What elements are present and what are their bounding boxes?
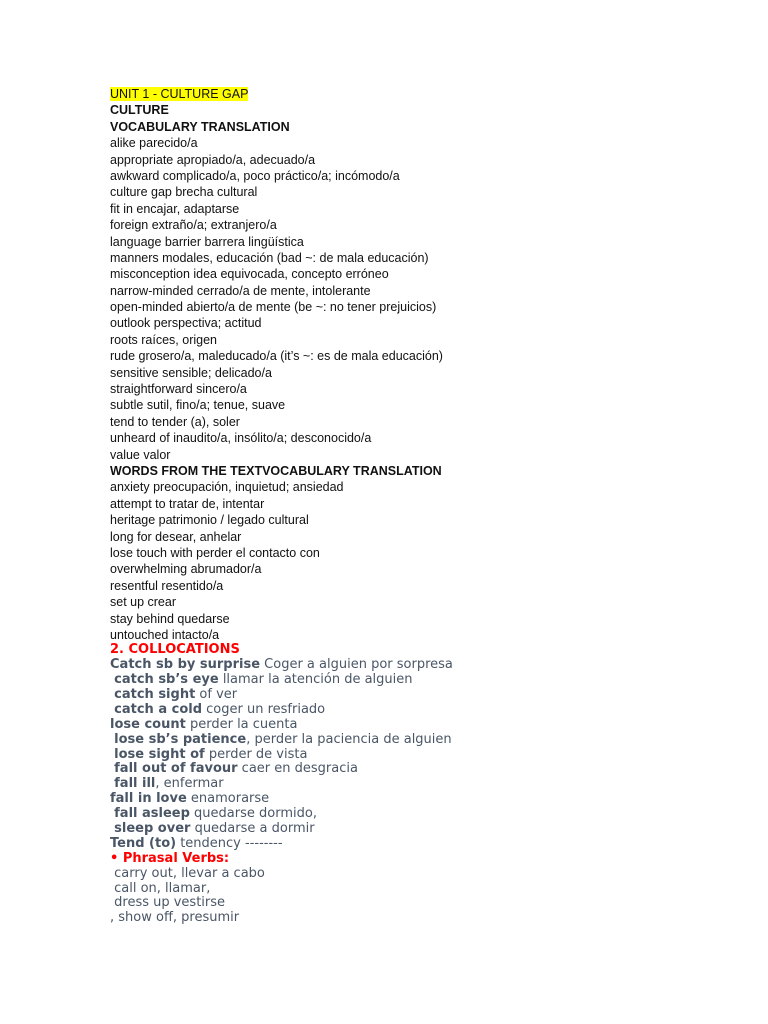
collocation-entry xyxy=(110,792,750,807)
vocab-entry: fit in encajar, adaptarse xyxy=(110,201,240,216)
document-page xyxy=(110,86,750,926)
vocab-entry: misconception idea equivocada, concepto erróneo xyxy=(110,267,389,282)
phrasal-entry: , show off, presumir xyxy=(110,910,240,926)
collocation-term: lose sight of xyxy=(114,746,205,762)
vocab-header: VOCABULARY TRANSLATION xyxy=(110,119,290,134)
collocation-term: catch sb’s eye xyxy=(114,672,219,688)
collocation-def: , perder la paciencia de alguien xyxy=(246,731,452,747)
collocation-def: enamorarse xyxy=(186,791,270,807)
vocab-entry: untouched intacto/a xyxy=(110,627,220,642)
unit-title xyxy=(110,86,750,102)
collocation-def: perder de vista xyxy=(204,746,308,762)
vocab-entry: sensitive sensible; delicado/a xyxy=(110,365,272,380)
collocation-entry xyxy=(110,673,750,688)
vocab-entry: resentful resentido/a xyxy=(110,578,224,593)
collocation-term: fall ill xyxy=(114,776,156,792)
collocation-entry xyxy=(110,688,750,703)
collocation-entry xyxy=(110,807,750,822)
vocab-entry: long for desear, anhelar xyxy=(110,529,242,544)
vocab-entry: value valor xyxy=(110,447,171,462)
vocab-entry: appropriate apropiado/a, adecuado/a xyxy=(110,152,316,167)
collocation-entry xyxy=(110,762,750,777)
section-culture: CULTURE xyxy=(110,103,169,118)
collocation-def: coger un resfriado xyxy=(202,701,326,717)
vocab-entry: roots raíces, origen xyxy=(110,332,217,347)
collocation-entry xyxy=(110,837,750,852)
collocation-term: fall in love xyxy=(110,791,187,807)
vocab-entry: narrow-minded cerrado/a de mente, intolerante xyxy=(110,283,371,298)
vocab-entry: straightforward sincero/a xyxy=(110,382,247,397)
collocation-entry xyxy=(110,777,750,792)
words-list xyxy=(110,479,750,643)
collocation-def: , enfermar xyxy=(155,776,224,792)
vocab-entry: anxiety preocupación, inquietud; ansiedad xyxy=(110,480,344,495)
collocation-entry xyxy=(110,748,750,763)
collocation-term: catch sight xyxy=(114,686,196,702)
vocab-entry: stay behind quedarse xyxy=(110,611,230,626)
vocab-entry: alike parecido/a xyxy=(110,136,198,151)
collocation-term: Tend (to) xyxy=(110,835,177,851)
phrasal-entry: call on, llamar, xyxy=(110,880,211,896)
vocab-entry: outlook perspectiva; actitud xyxy=(110,316,262,331)
collocations-list xyxy=(110,658,750,852)
unit-title-highlight: UNIT 1 - CULTURE GAP xyxy=(110,87,249,101)
vocab-list xyxy=(110,135,750,463)
vocab-entry: culture gap brecha cultural xyxy=(110,185,258,200)
vocab-entry: foreign extraño/a; extranjero/a xyxy=(110,218,277,233)
vocab-entry: overwhelming abrumador/a xyxy=(110,562,262,577)
collocation-entry xyxy=(110,822,750,837)
collocation-def: Coger a alguien por sorpresa xyxy=(260,657,453,673)
vocab-entry: tend to tender (a), soler xyxy=(110,414,240,429)
collocation-term: fall asleep xyxy=(114,806,190,822)
vocab-entry: unheard of inaudito/a, insólito/a; desconocido/a xyxy=(110,431,372,446)
vocab-entry: heritage patrimonio / legado cultural xyxy=(110,513,309,528)
words-header: WORDS FROM THE TEXTVOCABULARY TRANSLATION xyxy=(110,463,442,478)
collocation-entry xyxy=(110,733,750,748)
collocation-term: lose sb’s patience xyxy=(114,731,247,747)
collocation-def: quedarse a dormir xyxy=(190,820,315,836)
collocation-term: fall out of favour xyxy=(114,761,238,777)
phrasal-heading: Phrasal Verbs: xyxy=(118,850,230,866)
collocations-section xyxy=(110,643,750,926)
vocab-entry: attempt to tratar de, intentar xyxy=(110,496,265,511)
vocab-entry: rude grosero/a, maleducado/a (it’s ~: es de mala educación) xyxy=(110,349,443,364)
collocation-term: catch a cold xyxy=(114,701,203,717)
bullet-icon: • xyxy=(110,850,119,866)
vocab-entry: language barrier barrera lingüística xyxy=(110,234,304,249)
collocation-entry xyxy=(110,658,750,673)
vocab-entry: manners modales, educación (bad ~: de mala educación) xyxy=(110,250,429,265)
collocation-entry xyxy=(110,703,750,718)
vocab-entry: open-minded abierto/a de mente (be ~: no tener prejuicios) xyxy=(110,300,437,315)
phrasal-list xyxy=(110,867,750,927)
collocation-def: perder la cuenta xyxy=(185,716,298,732)
collocation-def: tendency -------- xyxy=(176,835,283,851)
collocation-def: llamar la atención de alguien xyxy=(218,672,413,688)
collocation-term: lose count xyxy=(110,716,186,732)
collocation-def: caer en desgracia xyxy=(237,761,358,777)
collocations-heading: 2. COLLOCATIONS xyxy=(110,642,240,658)
collocation-term: sleep over xyxy=(114,820,191,836)
phrasal-entry: carry out, llevar a cabo xyxy=(110,865,265,881)
vocab-entry: subtle sutil, fino/a; tenue, suave xyxy=(110,398,286,413)
phrasal-heading-line xyxy=(110,852,750,867)
collocation-def: of ver xyxy=(195,686,238,702)
collocation-term: Catch sb by surprise xyxy=(110,657,261,673)
vocab-entry: set up crear xyxy=(110,595,177,610)
vocab-entry: awkward complicado/a, poco práctico/a; incómodo/a xyxy=(110,168,400,183)
vocab-entry: lose touch with perder el contacto con xyxy=(110,545,320,560)
phrasal-entry: dress up vestirse xyxy=(110,895,226,911)
collocation-entry xyxy=(110,718,750,733)
collocation-def: quedarse dormido, xyxy=(189,806,317,822)
